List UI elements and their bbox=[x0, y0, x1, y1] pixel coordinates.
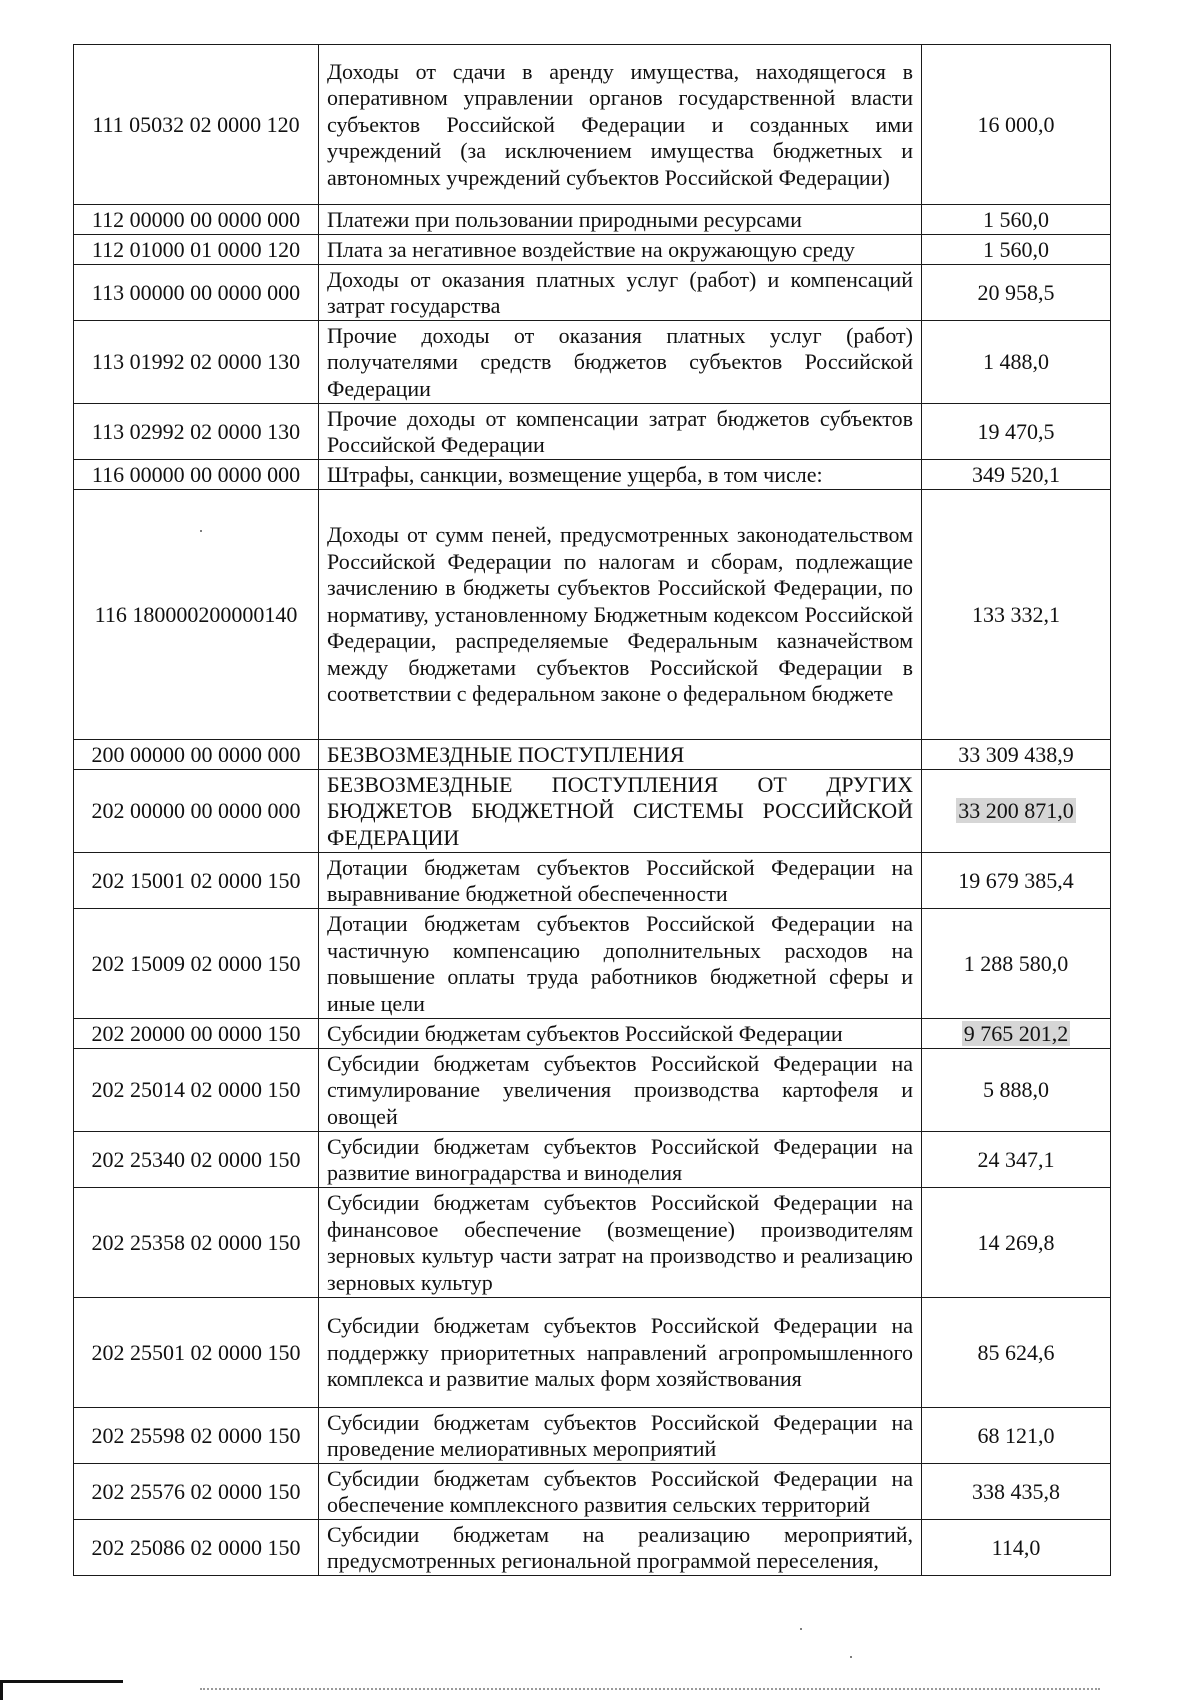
row-code: 202 25598 02 0000 150 bbox=[74, 1408, 319, 1464]
row-description: Прочие доходы от компенсации затрат бюджетов субъектов Российской Федерации bbox=[319, 404, 922, 460]
table-row bbox=[74, 321, 1111, 404]
row-description: Субсидии бюджетам субъектов Российской Федерации на стимулирование увеличения производства картофеля и овощей bbox=[319, 1049, 922, 1132]
row-description: Доходы от оказания платных услуг (работ) и компенсаций затрат государства bbox=[319, 265, 922, 321]
row-amount: 68 121,0 bbox=[922, 1408, 1111, 1464]
row-description: Платежи при пользовании природными ресурсами bbox=[319, 205, 922, 235]
row-amount: 338 435,8 bbox=[922, 1464, 1111, 1520]
row-code: 112 00000 00 0000 000 bbox=[74, 205, 319, 235]
row-description: Доходы от сдачи в аренду имущества, находящегося в оперативном управлении органов государственной власти субъектов Российской Федерации и созданных ими учреждений (за исключением имущества бюджетных и автономных учреждений субъектов Российской Федерации) bbox=[319, 45, 922, 205]
row-amount bbox=[922, 770, 1111, 853]
table-row bbox=[74, 1132, 1111, 1188]
table-row bbox=[74, 404, 1111, 460]
row-description: Плата за негативное воздействие на окружающую среду bbox=[319, 235, 922, 265]
budget-revenue-table bbox=[73, 44, 1111, 1576]
table-row bbox=[74, 1298, 1111, 1408]
scan-speck bbox=[200, 530, 202, 532]
row-description: Субсидии бюджетам субъектов Российской Федерации на проведение мелиоративных мероприятий bbox=[319, 1408, 922, 1464]
row-code: 202 25340 02 0000 150 bbox=[74, 1132, 319, 1188]
table-row bbox=[74, 740, 1111, 770]
row-description: Доходы от сумм пеней, предусмотренных законодательством Российской Федерации по налогам и сборам, подлежащие зачислению в бюджеты субъектов Российской Федерации, по нормативу, установленному Бюджетным кодексом Российской Федерации, распределяемые Федеральным казначейством между бюджетами субъектов Российской Федерации в соответствии с федеральном законе о федеральном бюджете bbox=[319, 490, 922, 740]
table-row bbox=[74, 45, 1111, 205]
row-code: 116 180000200000140 bbox=[74, 490, 319, 740]
row-amount: 33 309 438,9 bbox=[922, 740, 1111, 770]
table-row bbox=[74, 1520, 1111, 1576]
scan-speck bbox=[850, 1656, 852, 1658]
row-description: Субсидии бюджетам на реализацию мероприятий, предусмотренных региональной программой переселения, bbox=[319, 1520, 922, 1576]
row-amount bbox=[922, 1019, 1111, 1049]
row-amount: 85 624,6 bbox=[922, 1298, 1111, 1408]
row-description: Субсидии бюджетам субъектов Российской Федерации на поддержку приоритетных направлений агропромышленного комплекса и развитие малых форм хозяйствования bbox=[319, 1298, 922, 1408]
table-row bbox=[74, 853, 1111, 909]
table-row bbox=[74, 265, 1111, 321]
row-code: 116 00000 00 0000 000 bbox=[74, 460, 319, 490]
row-amount: 1 488,0 bbox=[922, 321, 1111, 404]
row-code: 111 05032 02 0000 120 bbox=[74, 45, 319, 205]
table-row bbox=[74, 235, 1111, 265]
table-row bbox=[74, 1408, 1111, 1464]
row-amount: 16 000,0 bbox=[922, 45, 1111, 205]
table-row bbox=[74, 770, 1111, 853]
scan-speck bbox=[800, 1628, 802, 1630]
table-row bbox=[74, 490, 1111, 740]
row-amount: 24 347,1 bbox=[922, 1132, 1111, 1188]
row-amount: 1 288 580,0 bbox=[922, 909, 1111, 1019]
table-row bbox=[74, 460, 1111, 490]
row-amount: 19 470,5 bbox=[922, 404, 1111, 460]
row-amount: 19 679 385,4 bbox=[922, 853, 1111, 909]
row-code: 202 25086 02 0000 150 bbox=[74, 1520, 319, 1576]
row-code: 113 02992 02 0000 130 bbox=[74, 404, 319, 460]
scan-artifact-line bbox=[200, 1688, 1100, 1692]
row-amount: 14 269,8 bbox=[922, 1188, 1111, 1298]
scan-edge-mark bbox=[0, 1680, 123, 1700]
row-code: 113 01992 02 0000 130 bbox=[74, 321, 319, 404]
row-code: 202 15009 02 0000 150 bbox=[74, 909, 319, 1019]
row-description: БЕЗВОЗМЕЗДНЫЕ ПОСТУПЛЕНИЯ ОТ ДРУГИХ БЮДЖЕТОВ БЮДЖЕТНОЙ СИСТЕМЫ РОССИЙСКОЙ ФЕДЕРАЦИИ bbox=[319, 770, 922, 853]
table-row bbox=[74, 909, 1111, 1019]
table-row bbox=[74, 205, 1111, 235]
table-row bbox=[74, 1019, 1111, 1049]
row-amount: 133 332,1 bbox=[922, 490, 1111, 740]
row-description: БЕЗВОЗМЕЗДНЫЕ ПОСТУПЛЕНИЯ bbox=[319, 740, 922, 770]
table-row bbox=[74, 1188, 1111, 1298]
row-amount: 20 958,5 bbox=[922, 265, 1111, 321]
row-description: Субсидии бюджетам субъектов Российской Федерации на обеспечение комплексного развития сельских территорий bbox=[319, 1464, 922, 1520]
row-code: 112 01000 01 0000 120 bbox=[74, 235, 319, 265]
row-code: 202 25576 02 0000 150 bbox=[74, 1464, 319, 1520]
highlighted-amount: 33 200 871,0 bbox=[958, 798, 1074, 824]
row-amount: 114,0 bbox=[922, 1520, 1111, 1576]
table-row bbox=[74, 1464, 1111, 1520]
row-description: Дотации бюджетам субъектов Российской Федерации на выравнивание бюджетной обеспеченности bbox=[319, 853, 922, 909]
row-code: 202 15001 02 0000 150 bbox=[74, 853, 319, 909]
row-code: 202 25501 02 0000 150 bbox=[74, 1298, 319, 1408]
row-description: Штрафы, санкции, возмещение ущерба, в том числе: bbox=[319, 460, 922, 490]
row-amount: 1 560,0 bbox=[922, 235, 1111, 265]
row-code: 202 25014 02 0000 150 bbox=[74, 1049, 319, 1132]
row-description: Прочие доходы от оказания платных услуг (работ) получателями средств бюджетов субъектов Российской Федерации bbox=[319, 321, 922, 404]
row-code: 113 00000 00 0000 000 bbox=[74, 265, 319, 321]
row-amount: 1 560,0 bbox=[922, 205, 1111, 235]
row-description: Субсидии бюджетам субъектов Российской Федерации на развитие виноградарства и виноделия bbox=[319, 1132, 922, 1188]
row-amount: 349 520,1 bbox=[922, 460, 1111, 490]
row-amount: 5 888,0 bbox=[922, 1049, 1111, 1132]
row-code: 200 00000 00 0000 000 bbox=[74, 740, 319, 770]
row-description: Субсидии бюджетам субъектов Российской Федерации bbox=[319, 1019, 922, 1049]
table-row bbox=[74, 1049, 1111, 1132]
row-description: Субсидии бюджетам субъектов Российской Федерации на финансовое обеспечение (возмещение) производителям зерновых культур части затрат на производство и реализацию зерновых культур bbox=[319, 1188, 922, 1298]
row-code: 202 00000 00 0000 000 bbox=[74, 770, 319, 853]
row-description: Дотации бюджетам субъектов Российской Федерации на частичную компенсацию дополнительных расходов на повышение оплаты труда работников бюджетной сферы и иные цели bbox=[319, 909, 922, 1019]
row-code: 202 20000 00 0000 150 bbox=[74, 1019, 319, 1049]
highlighted-amount: 9 765 201,2 bbox=[963, 1020, 1069, 1046]
row-code: 202 25358 02 0000 150 bbox=[74, 1188, 319, 1298]
